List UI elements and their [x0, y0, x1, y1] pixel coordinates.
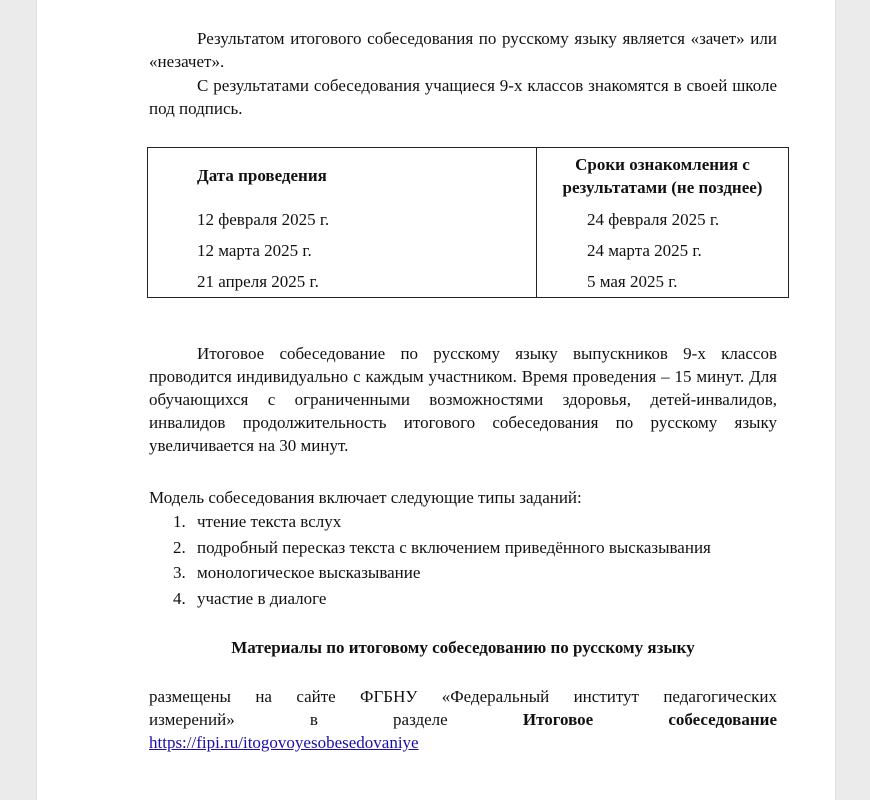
- header-deadline: [537, 148, 789, 205]
- list-item: [149, 510, 711, 536]
- row-deadline: 5 мая 2025 г.: [537, 266, 789, 298]
- list-text: чтение текста вслух: [197, 512, 342, 531]
- header-deadline-line1: Сроки ознакомления с: [575, 155, 750, 174]
- header-date: Дата проведения: [148, 148, 537, 205]
- materials-bold-word: Итоговое: [522, 710, 594, 729]
- list-text: подробный пересказ текста с включением приведённого высказывания: [197, 537, 711, 557]
- row-date: 12 марта 2025 г.: [148, 235, 537, 266]
- table-row: [148, 235, 789, 266]
- schedule-header-row: [148, 148, 789, 205]
- list-text: участие в диалоге: [197, 588, 327, 608]
- materials-word: разделе: [393, 710, 448, 729]
- materials-line-2: [149, 708, 777, 731]
- row-date: 21 апреля 2025 г.: [148, 266, 537, 298]
- materials-word: в: [309, 710, 318, 729]
- tasks-list: [149, 510, 711, 612]
- tasks-intro: Модель собеседования включает следующие типы заданий:: [149, 488, 582, 507]
- row-deadline: 24 марта 2025 г.: [537, 235, 789, 266]
- table-row: [148, 266, 789, 298]
- list-item: [149, 587, 711, 613]
- materials-heading: Материалы по итоговому собеседованию по русскому языку: [231, 638, 695, 657]
- materials-paragraph: [149, 685, 777, 731]
- list-number: 2.: [173, 537, 186, 557]
- list-item: [149, 561, 711, 587]
- intro-paragraph-1: Результатом итогового собеседования по русскому языку является «зачет» или «незачет».: [149, 29, 777, 71]
- document-page: [36, 0, 836, 800]
- row-deadline: 24 февраля 2025 г.: [537, 204, 789, 235]
- materials-bold-word: собеседование: [668, 710, 777, 729]
- materials-line-1: размещены на сайте ФГБНУ «Федеральный институт педагогических: [149, 687, 777, 706]
- list-item: [149, 536, 711, 562]
- row-date: 12 февраля 2025 г.: [148, 204, 537, 235]
- materials-word: измерений»: [149, 710, 235, 729]
- list-text: монологическое высказывание: [197, 563, 421, 582]
- header-deadline-line2: результатами (не позднее): [562, 178, 763, 197]
- table-row: [148, 204, 789, 235]
- fipi-link[interactable]: https://fipi.ru/itogovoyesobesedovaniye: [149, 733, 419, 752]
- list-number: 1.: [173, 512, 186, 531]
- info-paragraph: Итоговое собеседование по русскому языку выпускников 9-х классов проводится индивидуально с каждым участником. Время проведения – 15 минут. Для обучающихся с ограниченными возможностями здоровья, детей-инвалидов, инвалидов продолжительность итогового собеседования по русскому языку увеличивается на 30 минут.: [149, 344, 777, 455]
- list-number: 4.: [173, 588, 186, 608]
- list-number: 3.: [173, 563, 186, 582]
- intro-paragraph-2: С результатами собеседования учащиеся 9-х классов знакомятся в своей школе под подпись.: [149, 76, 777, 118]
- schedule-table: [147, 147, 789, 298]
